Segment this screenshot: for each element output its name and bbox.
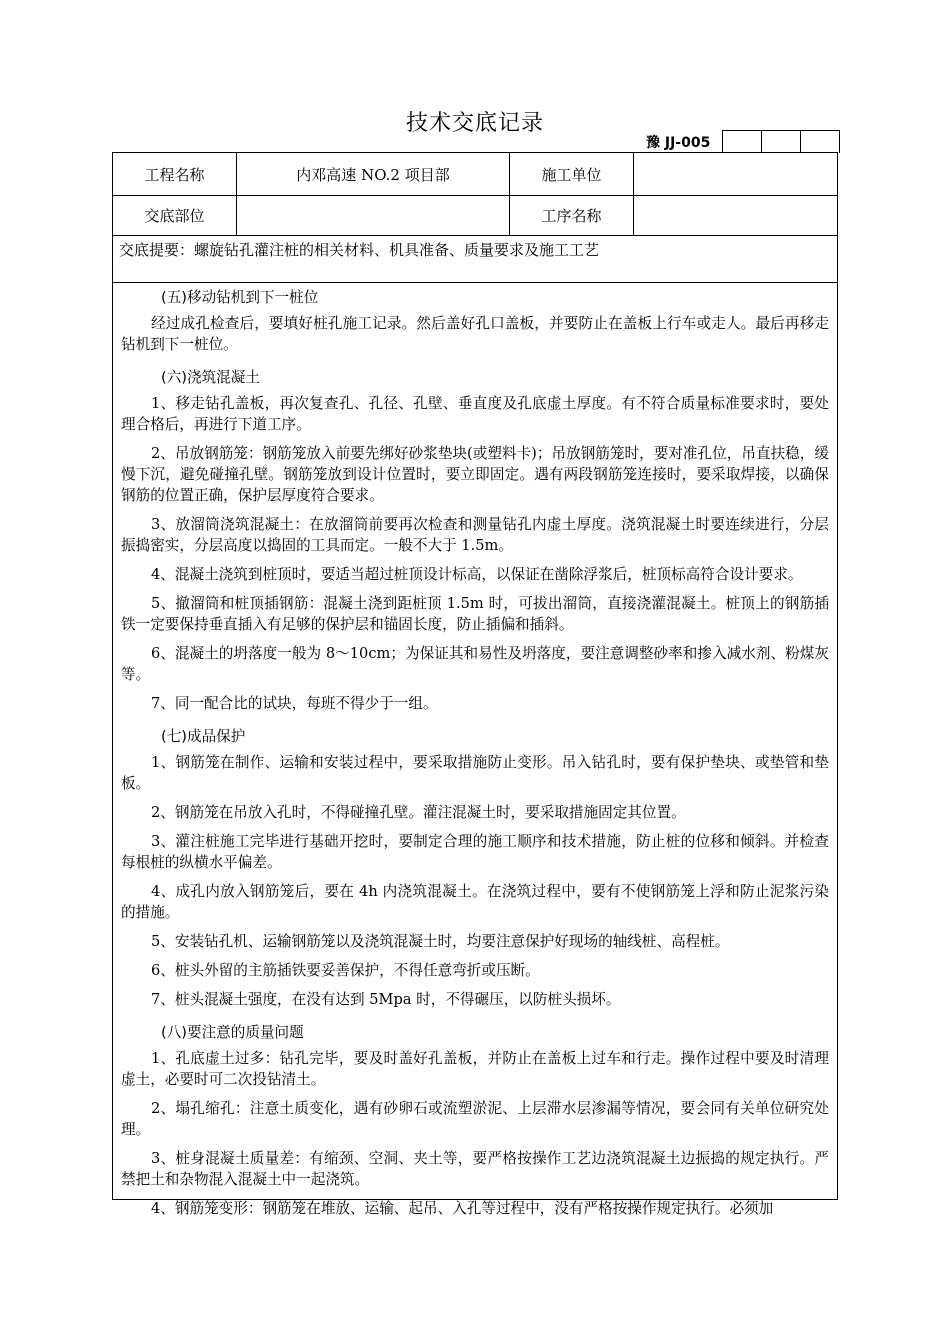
section-paragraph: 2、塌孔缩孔：注意土质变化，遇有砂卵石或流塑淤泥、上层滞水层渗漏等情况，要会同有关单位研究处理。 xyxy=(121,1100,829,1138)
code-boxes xyxy=(722,130,840,153)
section-paragraph: 7、同一配合比的试块，每班不得少于一组。 xyxy=(151,695,438,712)
process-value xyxy=(634,195,837,235)
section-paragraph: 4、混凝土浇筑到桩顶时，要适当超过桩顶设计标高，以保证在凿除浮浆后，桩顶标高符合设计要求。 xyxy=(151,566,803,583)
location-label: 交底部位 xyxy=(113,195,237,235)
section-heading: (五)移动钻机到下一桩位 xyxy=(161,289,319,306)
location-value xyxy=(237,195,510,235)
section-heading: (七)成品保护 xyxy=(161,728,246,745)
section-paragraph: 3、灌注桩施工完毕进行基础开挖时，要制定合理的施工顺序和技术措施，防止桩的位移和倾斜。并检查每根桩的纵横水平偏差。 xyxy=(121,833,829,871)
construction-unit-label: 施工单位 xyxy=(510,153,634,195)
code-box xyxy=(723,131,761,153)
section-paragraph: 3、放溜筒浇筑混凝土：在放溜筒前要再次检查和测量钻孔内虚土厚度。浇筑混凝土时要连续进行，分层振捣密实，分层高度以捣固的工具而定。一般不大于 1.5m。 xyxy=(121,516,829,554)
section-paragraph: 6、桩头外留的主筋插铁要妥善保护，不得任意弯折或压断。 xyxy=(151,962,540,979)
construction-unit-value xyxy=(634,153,837,195)
section-paragraph: 2、钢筋笼在吊放入孔时，不得碰撞孔壁。灌注混凝土时，要采取措施固定其位置。 xyxy=(151,804,686,821)
section-paragraph: 5、撤溜筒和桩顶插钢筋：混凝土浇到距桩顶 1.5m 时，可拔出溜筒，直接浇灌混凝土。桩顶上的钢筋插铁一定要保持垂直插入有足够的保护层和锚固长度，防止插偏和插斜。 xyxy=(121,595,829,633)
code-box xyxy=(761,131,800,153)
record-table xyxy=(112,152,838,1217)
section-paragraph: 5、安装钻孔机、运输钢筋笼以及浇筑混凝土时，均要注意保护好现场的轴线桩、高程桩。 xyxy=(151,933,730,950)
document-title: 技术交底记录 xyxy=(405,111,544,136)
content-body xyxy=(113,283,837,1227)
summary: 交底提要：螺旋钻孔灌注桩的相关材料、机具准备、质量要求及施工工艺 xyxy=(113,235,837,283)
section-paragraph: 1、移走钻孔盖板，再次复查孔、孔径、孔壁、垂直度及孔底虚土厚度。有不符合质量标准要求时，要处理合格后，再进行下道工序。 xyxy=(121,395,829,433)
section-paragraph: 2、吊放钢筋笼：钢筋笼放入前要先绑好砂浆垫块(或塑料卡)；吊放钢筋笼时，要对准孔位，吊直扶稳，缓慢下沉，避免碰撞孔壁。钢筋笼放到设计位置时，要立即固定。遇有两段钢筋笼连接时，要采取焊接，以确保钢筋的位置正确，保护层厚度符合要求。 xyxy=(121,445,829,504)
section-heading: (六)浇筑混凝土 xyxy=(161,369,260,386)
section-paragraph: 1、钢筋笼在制作、运输和安装过程中，要采取措施防止变形。吊入钻孔时，要有保护垫块、或垫管和垫板。 xyxy=(121,754,829,792)
section-heading: (八)要注意的质量问题 xyxy=(161,1024,304,1041)
header-row-2 xyxy=(113,195,837,236)
section-paragraph: 7、桩头混凝土强度，在没有达到 5Mpa 时，不得碾压，以防桩头损坏。 xyxy=(151,991,621,1008)
code-box xyxy=(800,131,839,153)
header-row-1 xyxy=(113,153,837,196)
process-label: 工序名称 xyxy=(510,195,634,235)
section-paragraph: 4、成孔内放入钢筋笼后，要在 4h 内浇筑混凝土。在浇筑过程中，要有不使钢筋笼上浮和防止泥浆污染的措施。 xyxy=(121,883,829,921)
project-name-label: 工程名称 xyxy=(113,153,237,195)
section-paragraph: 6、混凝土的坍落度一般为 8～10cm；为保证其和易性及坍落度，要注意调整砂率和掺入减水剂、粉煤灰等。 xyxy=(121,645,829,683)
form-code: 豫 JJ-005 xyxy=(646,135,711,151)
section-paragraph: 4、钢筋笼变形：钢筋笼在堆放、运输、起吊、入孔等过程中，没有严格按操作规定执行。必须加 xyxy=(151,1200,774,1217)
section-paragraph: 3、桩身混凝土质量差：有缩颈、空洞、夹土等，要严格按操作工艺边浇筑混凝土边振捣的规定执行。严禁把土和杂物混入混凝土中一起浇筑。 xyxy=(121,1150,829,1188)
section-paragraph: 经过成孔检查后，要填好桩孔施工记录。然后盖好孔口盖板，并要防止在盖板上行车或走人。最后再移走钻机到下一桩位。 xyxy=(121,315,829,353)
section-paragraph: 1、孔底虚土过多：钻孔完毕，要及时盖好孔盖板，并防止在盖板上过车和行走。操作过程中要及时清理虚土，必要时可二次投钻清土。 xyxy=(121,1050,829,1088)
project-name-value: 内邓高速 NO.2 项目部 xyxy=(237,153,510,195)
